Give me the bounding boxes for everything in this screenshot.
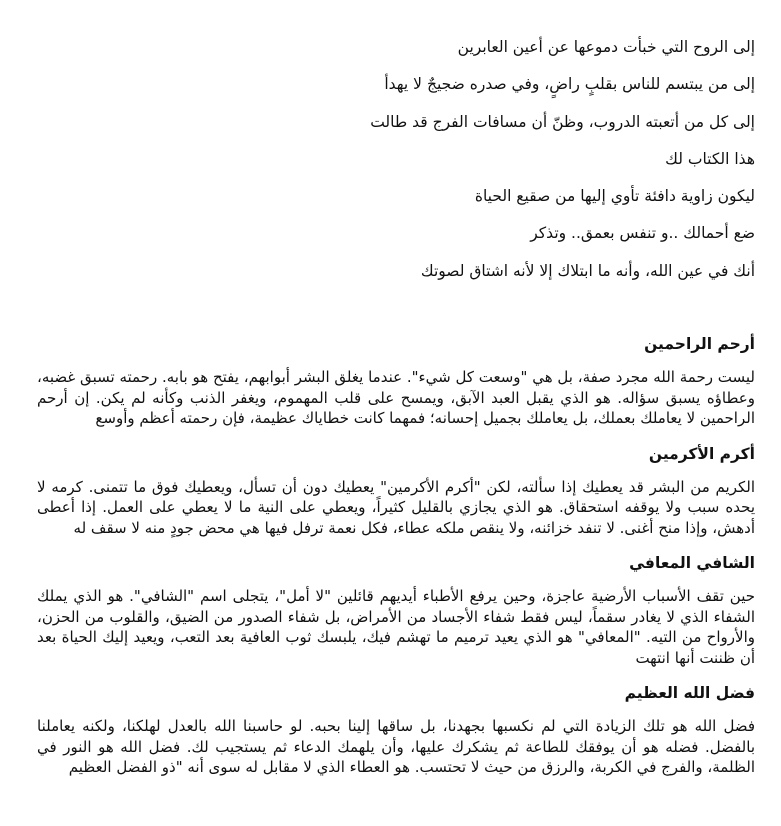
section-al-shafi xyxy=(37,552,755,668)
section-heading: أرحم الراحمين xyxy=(644,335,755,354)
section-paragraph: الكريم من البشر قد يعطيك إذا سألته، لكن "أكرم الأكرمين" يعطيك دون أن تسأل، ويعطيك فوق ما تتمنى. كرمه لا يحده سبب ولا يوقفه استحقاق. هو الذي يجازي بالقليل كثيراً، ويعطي على النية ما لا يعطي على العمل. إذا أعطى أدهش، وإذا منح أغنى. لا تنفد خزائنه، ولا ينقص ملكه عطاء، فكل نعمة ترفل فيها هي محض جودٍ منه لا سقف له xyxy=(37,477,755,537)
dedication-line: إلى الروح التي خبأت دموعها عن أعين العابرين xyxy=(457,38,755,56)
section-paragraph: ليست رحمة الله مجرد صفة، بل هي "وسعت كل شيء". عندما يغلق البشر أبوابهم، يفتح هو بابه. رحمته تسبق غضبه، وعطاؤه يسبق سؤاله. هو الذي يقبل العبد الآبق، ويمسح على قلب المهموم، ويغفر الذنب وكأنه لم يكن. إن أرحم الراحمين لا يعاملك بعملك، بل يعاملك بجميل إحسانه؛ فمهما كانت خطاياك عظيمة، فإن رحمته أعظم وأوسع xyxy=(37,368,755,428)
section-heading: أكرم الأكرمين xyxy=(648,444,755,463)
section-arham-al-rahimin xyxy=(37,333,755,429)
dedication-line: ضع أحمالك ..و تنفس بعمق.. وتذكر xyxy=(530,224,755,243)
dedication xyxy=(37,34,755,295)
section-paragraph: حين تقف الأسباب الأرضية عاجزة، وحين يرفع الأطباء أيديهم قائلين "لا أمل"، يتجلى اسم "الشافي". هو الذي يملك الشفاء الذي لا يغادر سقماً، ليس فقط شفاء الأجساد من الأمراض، بل شفاء الصدور من الضيق، والقلوب من الحزن، والأرواح من التيه. "المعافي" هو الذي يعيد ترميم ما تهشم فيك، يلبسك ثوب العافية بعد التعب، ويعيد إليك الحياة بعد أن ظننت أنها انتهت xyxy=(37,587,755,667)
section-heading: فضل الله العظيم xyxy=(624,684,755,703)
dedication-line: أنك في عين الله، وأنه ما ابتلاك إلا لأنه اشتاق لصوتك xyxy=(420,261,755,280)
section-heading: الشافي المعافي xyxy=(629,554,755,573)
document-page xyxy=(37,34,755,792)
dedication-line: إلى من يبتسم للناس بقلبٍ راضٍ، وفي صدره ضجيجٌ لا يهدأ xyxy=(384,75,755,94)
dedication-line: هذا الكتاب لك xyxy=(665,149,755,168)
dedication-line: إلى كل من أتعبته الدروب، وظنّ أن مسافات الفرج قد طالت xyxy=(370,112,755,131)
dedication-line: ليكون زاوية دافئة تأوي إليها من صقيع الحياة xyxy=(474,187,755,206)
section-fadl-allah xyxy=(37,682,755,778)
section-akram-al-akramin xyxy=(37,443,755,539)
section-paragraph: فضل الله هو تلك الزيادة التي لم نكسبها بجهدنا، بل ساقها إلينا بحبه. لو حاسبنا الله بالعدل لهلكنا، ولكنه يعاملنا بالفضل. فضله هو أن يوفقك للطاعة ثم يشكرك عليها، وأن يلهمك الدعاء ثم يستجيب لك. فضل الله هو النور في الظلمة، والفرج في الكربة، والرزق من حيث لا تحتسب. هو العطاء الذي لا مقابل له سوى أنه "ذو الفضل العظيم xyxy=(37,717,755,777)
